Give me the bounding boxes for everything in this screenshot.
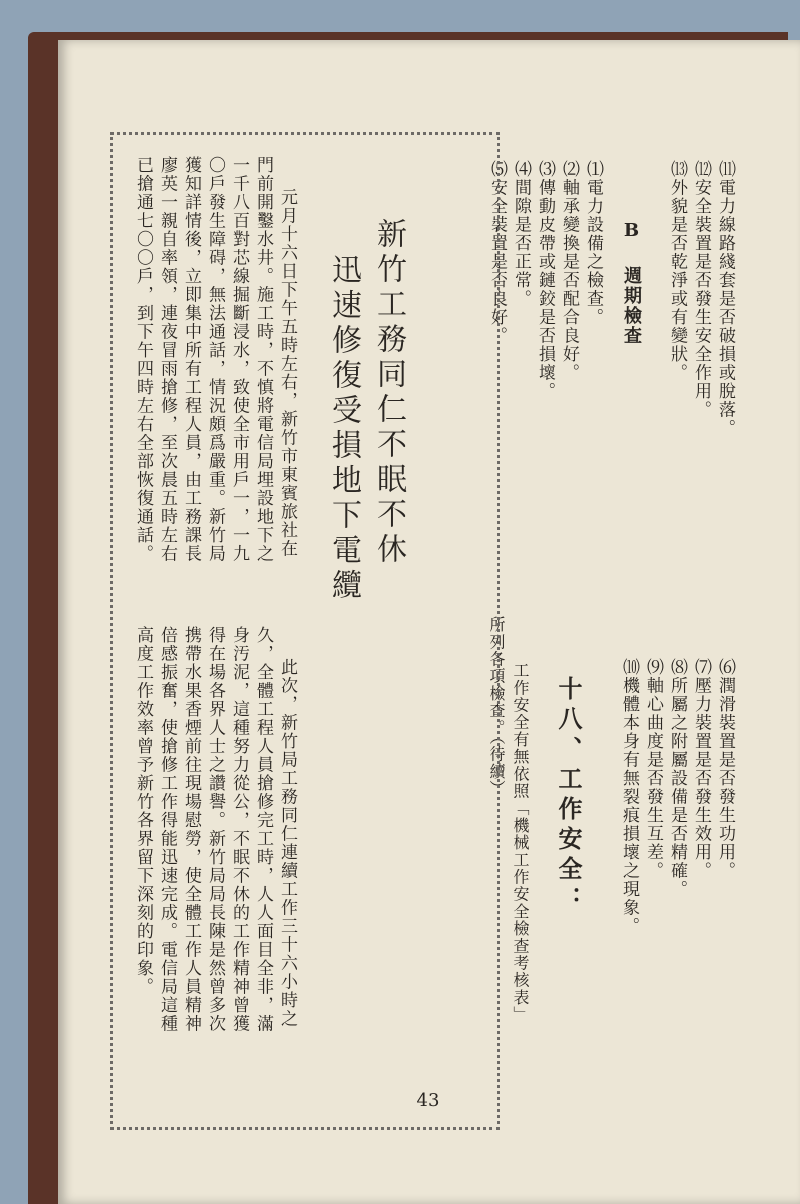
news-para1-line-5: 獲知詳情後，立即集中所有工程人員，由工務課長 — [181, 156, 201, 563]
book-page — [58, 40, 800, 1204]
section-18-line-2: 所列各項檢查。（待續） — [487, 616, 506, 798]
section-18-title: 十八、工作安全： — [554, 676, 583, 916]
periodic-item-5: ⑸安全裝置是否良好。 — [487, 160, 507, 345]
news-para2-line-1: 此次，新竹局工務同仁連續工作三十六小時之 — [277, 658, 297, 1028]
news-title-line-2: 迅速修復受損地下電纜 — [326, 254, 361, 604]
news-para2-line-6: 倍感振奮，使搶修工作得能迅速完成。電信局這種 — [157, 626, 177, 1033]
news-title-line-1: 新竹工務同仁不眠不休 — [371, 218, 406, 568]
periodic-item-4: ⑷間隙是否正常。 — [511, 160, 531, 308]
news-para1-line-7: 已搶通七〇〇戶，到下午四時左右全部恢復通話。 — [133, 156, 153, 563]
checklist-item-10: ⑽機體本身有無裂痕損壞之現象。 — [619, 658, 639, 936]
periodic-item-3: ⑶傳動皮帶或鏈鉸是否損壞。 — [535, 160, 555, 401]
section-b-heading: B 週期檢查 — [621, 220, 642, 346]
news-para1-line-2: 門前開鑿水井。施工時，不慎將電信局埋設地下之 — [253, 156, 273, 563]
section-18-line-1: 工作安全有無依照「機械工作安全檢查考核表」 — [511, 662, 530, 1024]
periodic-item-2: ⑵軸承變換是否配合良好。 — [559, 160, 579, 382]
page-number: 43 — [416, 1090, 440, 1111]
news-para2-line-2: 久，全體工程人員搶修完工時，人人面目全非，滿 — [253, 626, 273, 1033]
checklist-item-8: ⑻所屬之附屬設備是否精確。 — [667, 658, 687, 899]
checklist-item-11: ⑾電力線路綫套是否破損或脫落。 — [715, 160, 735, 438]
news-para1-line-3: 一千八百對芯線掘斷浸水，致使全市用戶一，一九 — [229, 156, 249, 563]
news-para1-line-6: 廖英一親自率領，連夜冒雨搶修，至次晨五時左右 — [157, 156, 177, 563]
news-para1-line-1: 元月十六日下午五時左右，新竹市東賓旅社在 — [277, 188, 297, 558]
checklist-item-9: ⑼軸心曲度是否發生互差。 — [643, 658, 663, 880]
periodic-item-1: ⑴電力設備之檢查。 — [583, 160, 603, 327]
checklist-item-7: ⑺壓力裝置是否發生效用。 — [691, 658, 711, 880]
news-para2-line-3: 身汚泥，這種努力從公，不眠不休的工作精神曾獲 — [229, 626, 249, 1033]
checklist-item-6: ⑹潤滑裝置是否發生功用。 — [715, 658, 735, 880]
news-para1-line-4: 〇戶發生障碍，無法通話，情況頗爲嚴重。新竹局 — [205, 156, 225, 563]
checklist-item-12: ⑿安全裝置是否發生安全作用。 — [691, 160, 711, 419]
news-para2-line-4: 得在場各界人士之讚譽。新竹局局長陳是然曾多次 — [205, 626, 225, 1033]
checklist-item-13: ⒀外貌是否乾淨或有變狀。 — [667, 160, 687, 382]
news-para2-line-7: 高度工作效率曾予新竹各界留下深刻的印象。 — [133, 626, 153, 996]
news-para2-line-5: 携帶水果香煙前往現場慰勞，使全體工作人員精神 — [181, 626, 201, 1033]
